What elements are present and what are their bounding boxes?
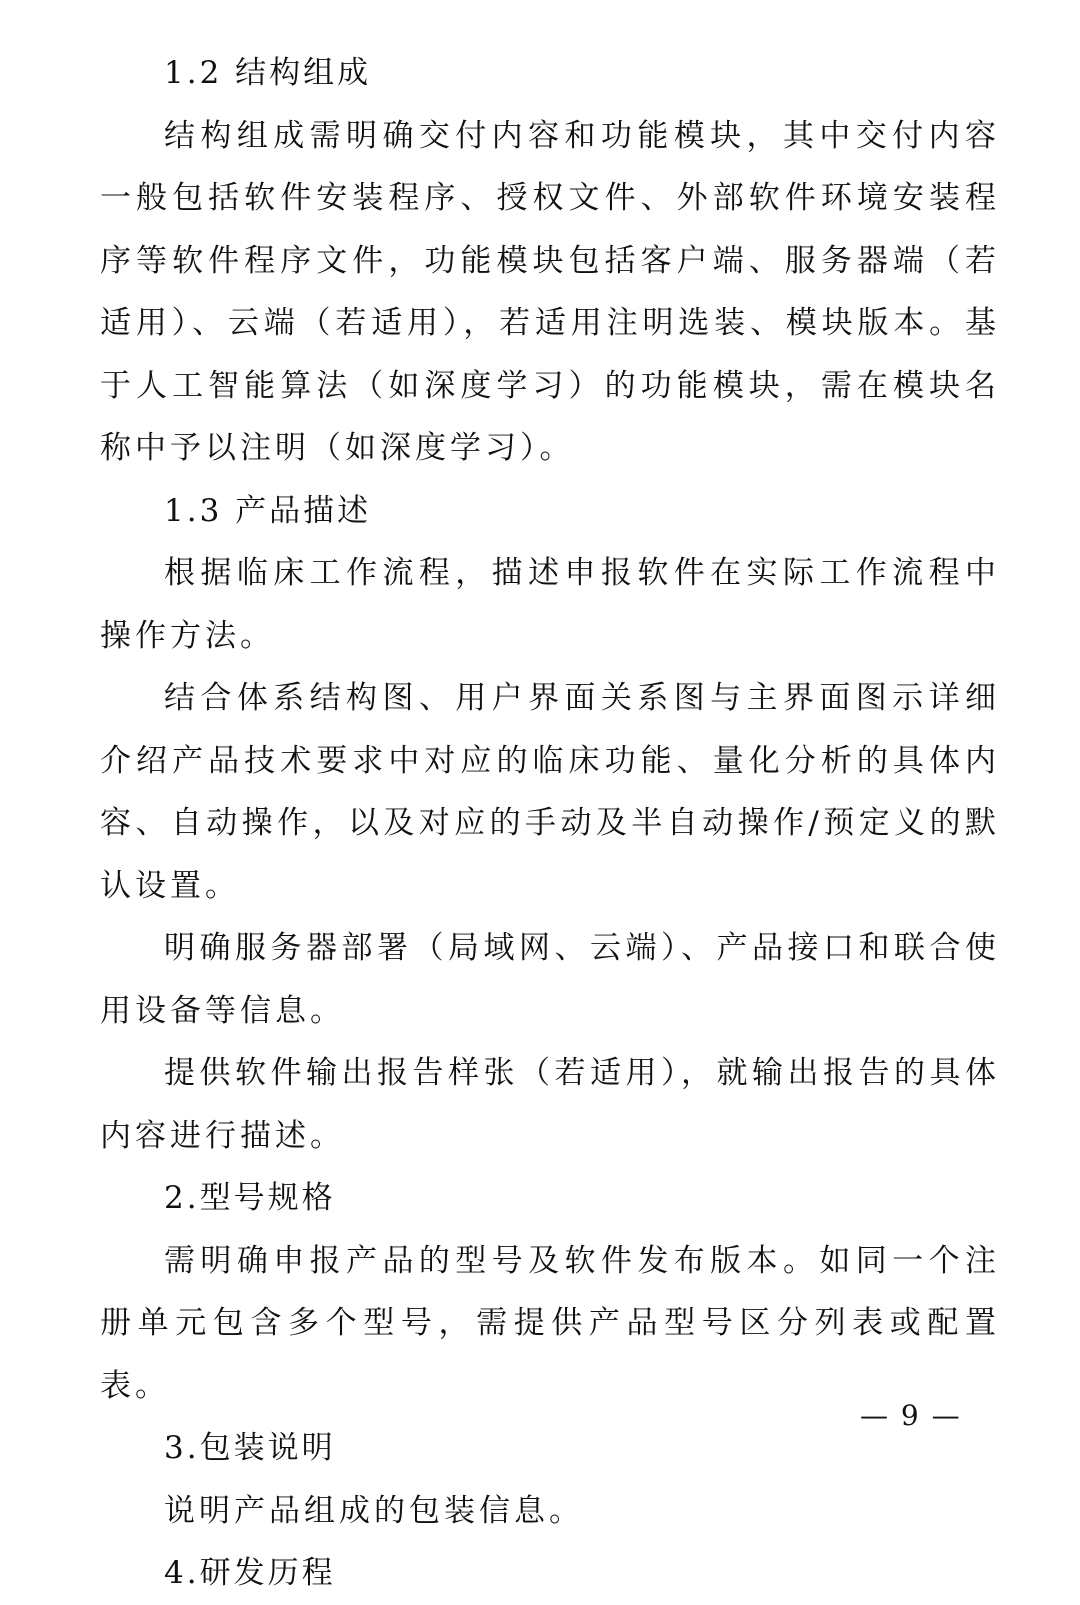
section-heading-4: 4.研发历程: [164, 1555, 336, 1591]
paragraph-architecture: 结合体系结构图、用户界面关系图与主界面图示详细介绍产品技术要求中对应的临床功能、量化分析的具体内容、自动操作，以及对应的手动及半自动操作/预定义的默认设置。: [100, 680, 1000, 904]
paragraph-structure: 结构组成需明确交付内容和功能模块，其中交付内容一般包括软件安装程序、授权文件、外部软件环境安装程序等软件程序文件，功能模块包括客户端、服务器端（若适用）、云端（若适用），若适用注明选装、模块版本。基于人工智能算法（如深度学习）的功能模块，需在模块名称中予以注明（如深度学习）。: [100, 117, 1000, 466]
section-heading-2: 2.型号规格: [164, 1180, 336, 1216]
paragraph-report: 提供软件输出报告样张（若适用），就输出报告的具体内容进行描述。: [100, 1055, 1000, 1154]
section-heading-1-2: 1.2 结构组成: [164, 55, 372, 91]
paragraph-packaging: 说明产品组成的包装信息。: [164, 1492, 584, 1529]
paragraph-models: 需明确申报产品的型号及软件发布版本。如同一个注册单元包含多个型号，需提供产品型号区分列表或配置表。: [100, 1242, 1000, 1404]
section-heading-1-3: 1.3 产品描述: [164, 492, 372, 529]
page-number: — 9 —: [860, 1399, 962, 1432]
paragraph-workflow: 根据临床工作流程，描述申报软件在实际工作流程中操作方法。: [100, 555, 1000, 654]
section-heading-3: 3.包装说明: [164, 1430, 336, 1466]
paragraph-deployment: 明确服务器部署（局域网、云端）、产品接口和联合使用设备等信息。: [100, 930, 1000, 1029]
document-body: [100, 42, 1000, 1605]
